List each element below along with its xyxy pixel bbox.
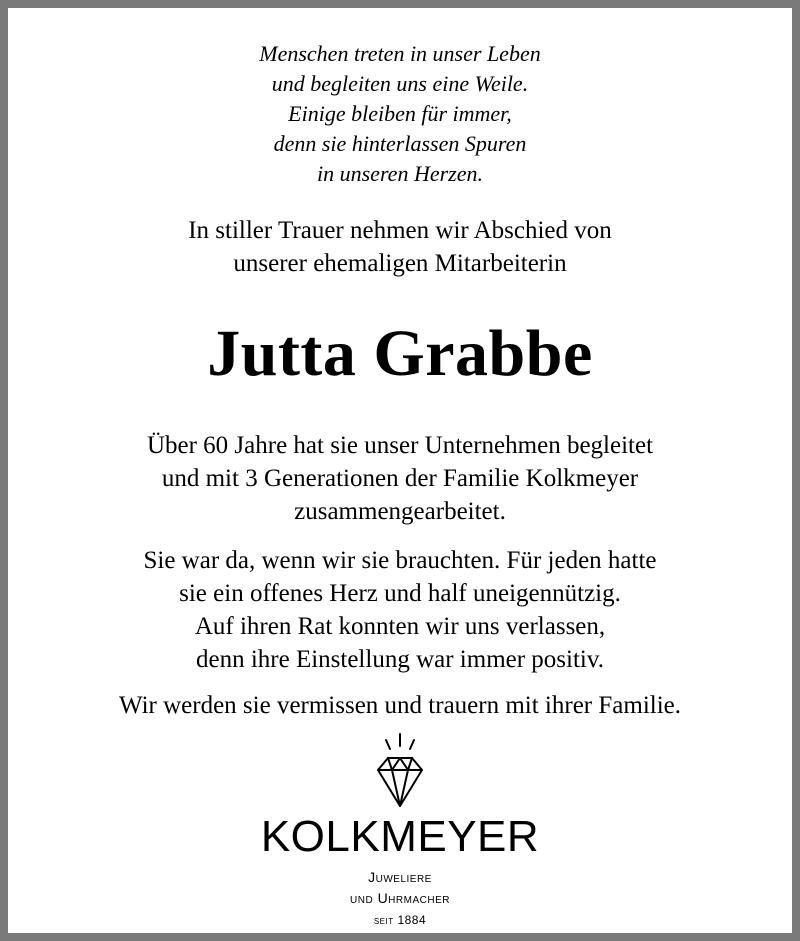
tribute-paragraph-2: [8, 544, 792, 676]
tribute-line: und mit 3 Generationen der Familie Kolkmeyer: [161, 465, 639, 492]
company-logo: [8, 732, 792, 812]
tribute-paragraph-1: [8, 429, 792, 528]
company-tagline-2: und Uhrmacher: [350, 890, 450, 906]
poem: [8, 39, 792, 189]
intro-text: [8, 214, 792, 280]
tribute-line: Über 60 Jahre hat sie unser Unternehmen begleitet: [146, 432, 654, 459]
intro-line: unserer ehemaligen Mitarbeiterin: [233, 250, 567, 277]
poem-line: Einige bleiben für immer,: [288, 101, 512, 126]
company-founded: seit 1884: [373, 913, 427, 927]
tribute-line: denn ihre Einstellung war immer positiv.: [195, 646, 605, 673]
deceased-name: Jutta Grabbe: [207, 317, 593, 390]
tribute-line: sie ein offenes Herz und half uneigennützig.: [179, 580, 621, 607]
closing-line: Wir werden sie vermissen und trauern mit ihrer Familie.: [118, 692, 682, 719]
tribute-line: Sie war da, wenn wir sie brauchten. Für jeden hatte: [143, 547, 657, 574]
poem-line: und begleiten uns eine Weile.: [271, 71, 529, 96]
diamond-icon: [370, 732, 430, 812]
tribute-line: Auf ihren Rat konnten wir uns verlassen,: [194, 613, 606, 640]
poem-line: in unseren Herzen.: [317, 161, 483, 186]
company-tagline-1: Juweliere: [368, 869, 432, 885]
poem-line: Menschen treten in unser Leben: [259, 41, 541, 66]
tribute-line: zusammengearbeitet.: [294, 498, 506, 525]
intro-line: In stiller Trauer nehmen wir Abschied von: [188, 217, 612, 244]
company-name: KOLKMEYER: [260, 812, 540, 861]
poem-line: denn sie hinterlassen Spuren: [273, 131, 527, 156]
